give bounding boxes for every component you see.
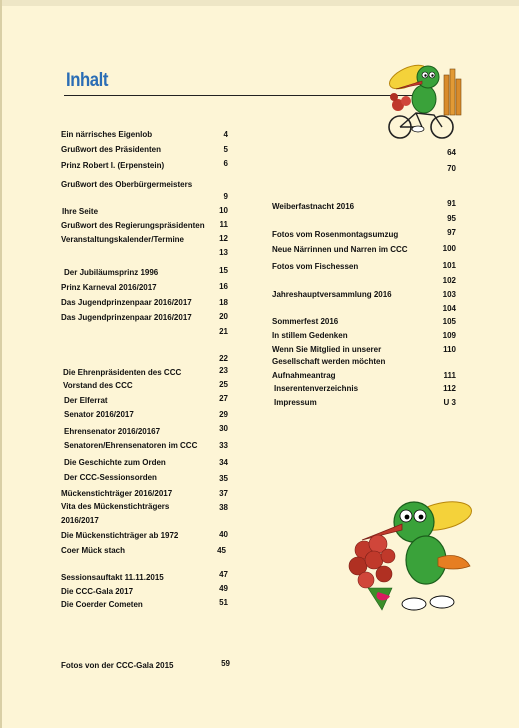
toc-entry-title: In stillem Gedenken	[272, 331, 348, 340]
toc-page-number: 40	[219, 530, 228, 539]
toc-page-number: 23	[219, 366, 228, 375]
toc-entry-title: Die Geschichte zum Orden	[64, 458, 166, 467]
toc-entry-title: Ein närrisches Eigenlob	[61, 130, 153, 139]
toc-page-number: 21	[219, 327, 228, 336]
toc-page-number: 34	[219, 458, 228, 467]
toc-entry-title: Der Jubiläumsprinz 1996	[64, 268, 159, 277]
toc-page-number: 97	[447, 228, 456, 237]
toc-entry-title: Mückenstichträger 2016/2017	[61, 489, 173, 498]
toc-entry-title: Die CCC-Gala 2017	[61, 587, 134, 596]
toc-page-number: 110	[443, 345, 456, 354]
toc-page-number: 11	[219, 220, 228, 229]
toc-page-number: U 3	[443, 398, 456, 407]
toc-page-number: 111	[443, 371, 456, 380]
page-top-edge	[2, 0, 519, 6]
toc-page-number: 104	[442, 304, 456, 313]
toc-entry-title: Grußwort des Oberbürgermeisters	[61, 180, 193, 189]
toc-entry-title: Prinz Karneval 2016/2017	[61, 283, 157, 292]
toc-entry-title: Weiberfastnacht 2016	[272, 202, 355, 211]
toc-entry-title: Grußwort des Präsidenten	[61, 145, 162, 154]
toc-page-number: 22	[219, 354, 228, 363]
toc-page-number: 9	[223, 192, 228, 201]
mosquito-mascot-roses-icon	[342, 488, 477, 616]
toc-page-number: 64	[447, 148, 456, 157]
toc-entry-title: Neue Närrinnen und Narren im CCC	[272, 245, 408, 254]
toc-page-number: 103	[442, 290, 456, 299]
toc-page-number: 47	[219, 570, 228, 579]
page-title: Inhalt	[66, 70, 108, 91]
toc-page-number: 10	[219, 206, 228, 215]
toc-page-number: 95	[447, 214, 456, 223]
toc-page-number: 37	[219, 489, 228, 498]
toc-page-number: 59	[221, 659, 230, 668]
toc-entry-title: Sommerfest 2016	[272, 317, 339, 326]
toc-page-number: 16	[219, 282, 228, 291]
toc-page-number: 20	[219, 312, 228, 321]
toc-entry-title: Sessionsauftakt 11.11.2015	[61, 573, 164, 582]
toc-entry-title: Die Ehrenpräsidenten des CCC	[63, 368, 182, 377]
toc-page-number: 18	[219, 298, 228, 307]
toc-page-number: 38	[219, 503, 228, 512]
toc-entry-title: Aufnahmeantrag	[272, 371, 336, 380]
toc-entry-title: Jahreshauptversammlung 2016	[272, 290, 392, 299]
toc-page-number: 33	[219, 441, 228, 450]
toc-page-number: 109	[442, 331, 456, 340]
toc-page-number: 35	[219, 474, 228, 483]
toc-entry-title: Impressum	[274, 398, 317, 407]
toc-entry-title: Ihre Seite	[62, 207, 99, 216]
mosquito-mascot-bicycle-icon	[384, 55, 464, 143]
toc-entry-title: Senator 2016/2017	[64, 410, 134, 419]
title-underline	[64, 95, 424, 96]
toc-page-number: 105	[442, 317, 456, 326]
toc-entry-title: Das Jugendprinzenpaar 2016/2017	[61, 313, 192, 322]
toc-entry-title: Grußwort des Regierungspräsidenten	[61, 221, 205, 230]
toc-page-number: 51	[219, 598, 228, 607]
toc-entry-title: Die Mückenstichträger ab 1972	[61, 531, 179, 540]
toc-entry-title: Veranstaltungskalender/Termine	[61, 235, 185, 244]
toc-page-number: 15	[219, 266, 228, 275]
toc-entry-title: 2016/2017	[61, 516, 99, 525]
toc-page-number: 6	[223, 159, 228, 168]
toc-page-number: 30	[219, 424, 228, 433]
toc-page-number: 102	[442, 276, 456, 285]
toc-entry-title: Vita des Mückenstichträgers	[61, 502, 170, 511]
toc-entry-title: Vorstand des CCC	[63, 381, 133, 390]
toc-page-number: 101	[442, 261, 456, 270]
toc-entry-title: Prinz Robert I. (Erpenstein)	[61, 161, 165, 170]
toc-entry-title: Der CCC-Sessionsorden	[64, 473, 157, 482]
toc-page-number: 25	[219, 380, 228, 389]
toc-page-number: 5	[223, 145, 228, 154]
toc-page-number: 29	[219, 410, 228, 419]
toc-entry-title: Fotos vom Rosenmontagsumzug	[272, 230, 399, 239]
toc-page-number: 70	[447, 164, 456, 173]
toc-entry-title: Coer Mück stach	[61, 546, 126, 555]
toc-entry-title: Gesellschaft werden möchten	[272, 357, 386, 366]
toc-page-number: 27	[219, 394, 228, 403]
toc-page-number: 45	[217, 546, 226, 555]
toc-entry-title: Fotos von der CCC-Gala 2015	[61, 661, 174, 670]
toc-entry-title: Die Coerder Cometen	[61, 600, 143, 609]
toc-entry-title: Inserentenverzeichnis	[274, 384, 359, 393]
toc-page-number: 4	[223, 130, 228, 139]
toc-page-number: 49	[219, 584, 228, 593]
toc-entry-title: Senatoren/Ehrensenatoren im CCC	[64, 441, 198, 450]
toc-page-number: 13	[219, 248, 228, 257]
toc-page-number: 100	[442, 244, 456, 253]
toc-entry-title: Ehrensenator 2016/20167	[64, 427, 161, 436]
toc-page-number: 91	[447, 199, 456, 208]
toc-entry-title: Wenn Sie Mitglied in unserer	[272, 345, 382, 354]
toc-entry-title: Fotos vom Fischessen	[272, 262, 359, 271]
toc-entry-title: Der Elferrat	[64, 396, 108, 405]
toc-page-number: 112	[443, 384, 456, 393]
toc-page-number: 12	[219, 234, 228, 243]
toc-entry-title: Das Jugendprinzenpaar 2016/2017	[61, 298, 192, 307]
